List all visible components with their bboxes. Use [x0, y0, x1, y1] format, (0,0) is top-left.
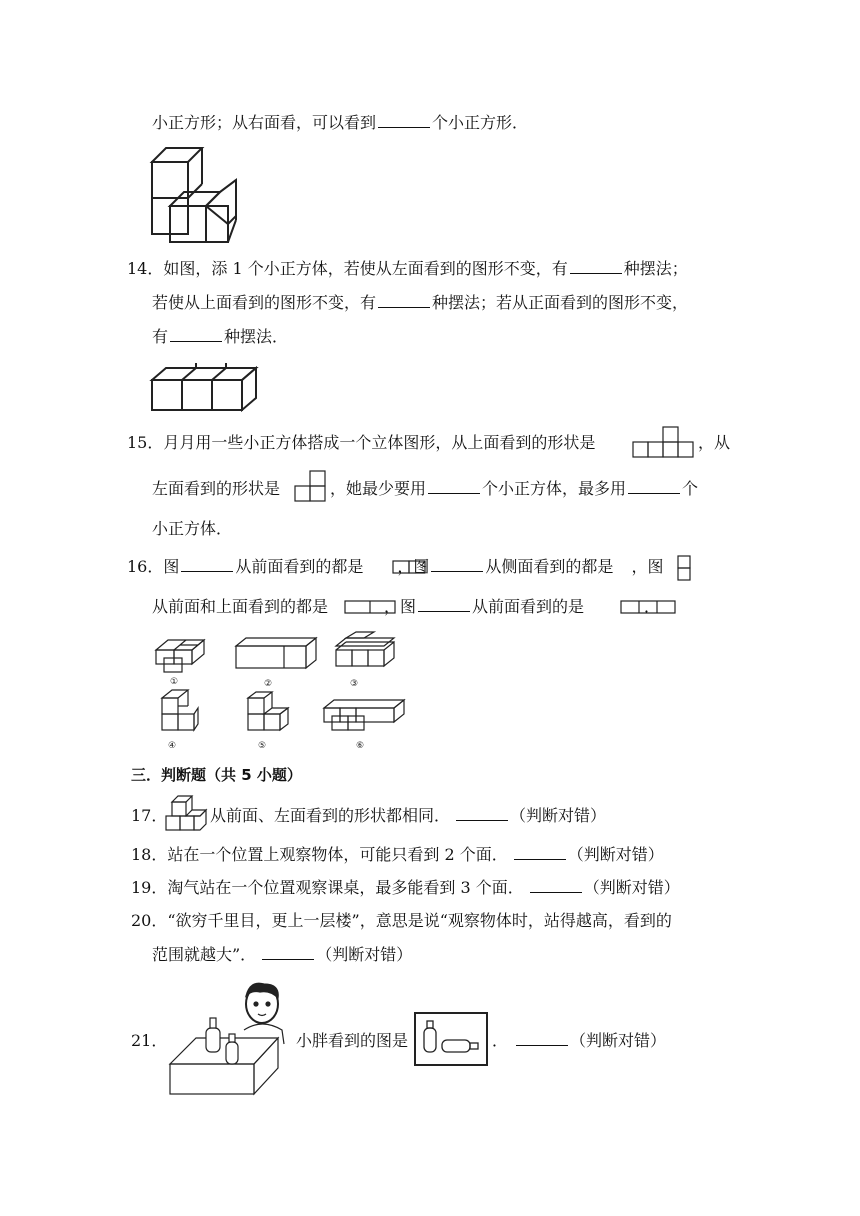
q21-view-picture [414, 1012, 488, 1066]
q21-number-line [131, 1030, 167, 1052]
q14-line-1 [127, 258, 688, 280]
q16-caption-2: ② [264, 679, 273, 689]
q15-text: ，从 [698, 433, 731, 452]
q16-number: 16． [127, 557, 164, 576]
q15-text: 个小正方体，最多用 [482, 479, 627, 498]
q15-top-view-icon [632, 426, 694, 460]
q21-view-bottles [424, 1021, 478, 1052]
q14-cube-figure [148, 362, 258, 414]
q16-front-top-view-icon [344, 600, 398, 614]
q17-text-line [210, 805, 606, 827]
q16-fig-2 [236, 638, 316, 668]
q19-tail: （判断对错） [583, 878, 680, 897]
q19-text: 淘气站在一个位置观察课桌，最多能看到 3 个面． [167, 878, 524, 897]
q15-text: 左面看到的形状是 [152, 479, 281, 498]
q16-blank-2[interactable] [431, 557, 483, 572]
q16-text: 从前面看到的都是 [235, 557, 364, 576]
q16-blank-1[interactable] [181, 557, 233, 572]
q16-front-view-two-squares-icon [392, 560, 428, 574]
q16-text: 从前面看到的是 [472, 597, 585, 616]
q21-text: ． [492, 1031, 509, 1050]
boy-figure [244, 983, 284, 1044]
q20-blank[interactable] [262, 945, 314, 960]
q15-number: 15． [127, 433, 164, 452]
q21-tail: （判断对错） [570, 1031, 667, 1050]
q14-text: 若使从上面看到的图形不变，有 [152, 293, 377, 312]
q14-blank-1[interactable] [570, 259, 622, 274]
q15-line-1 [127, 432, 595, 454]
q16-text: 从前面和上面看到的都是 [152, 597, 329, 616]
q16-caption-1: ① [170, 677, 179, 687]
q16-caption-4: ④ [168, 741, 177, 751]
q16-fig-6 [324, 700, 404, 730]
q17-blank[interactable] [456, 806, 508, 821]
q16-figures [150, 632, 410, 750]
q20-text: 范围就越大”． [152, 945, 257, 964]
q16-text: 图 [163, 557, 180, 576]
q13-cubes [152, 148, 236, 242]
q14-line-2 [152, 292, 688, 314]
q16-caption-5: ⑤ [258, 741, 267, 751]
q13-text-a: 小正方形；从右面看，可以看到 [152, 113, 377, 132]
q14-text: 种摆法；若从正面看到的图形不变， [432, 293, 689, 312]
q15-line-2-tail [330, 478, 698, 500]
q21-text-line [296, 1030, 408, 1052]
q14-text: 种摆法． [224, 327, 289, 346]
q16-text: 从侧面看到的都是 [485, 557, 614, 576]
q15-line-1-tail [698, 432, 730, 454]
q17-cube-figure [162, 794, 208, 834]
q13-line [152, 112, 528, 134]
q16-caption-6: ⑥ [356, 741, 365, 751]
q16-caption-3: ③ [350, 679, 359, 689]
q15-left-view-icon [294, 470, 328, 504]
q14-text: 种摆法； [623, 259, 688, 278]
q14-text: 如图，添 1 个小正方体，若使从左面看到的图形不变，有 [163, 259, 568, 278]
q21-blank[interactable] [516, 1031, 568, 1046]
q17-text: 从前面、左面看到的形状都相同． [210, 806, 451, 825]
q14-text: 有 [152, 327, 169, 346]
q21-tail-line [492, 1030, 666, 1052]
q16-fig-1 [156, 640, 204, 672]
q14-blank-3[interactable] [170, 327, 222, 342]
q15-text: 个 [682, 479, 699, 498]
q13-cube-figure [148, 144, 243, 244]
q20-tail: （判断对错） [316, 945, 413, 964]
q20-text: “欲穷千里目，更上一层楼”，意思是说“观察物体时，站得越高，看到的 [167, 911, 672, 930]
q18-blank[interactable] [514, 845, 566, 860]
q16-fig-5 [248, 692, 288, 730]
q16-side-view-icon [677, 555, 691, 583]
q18-tail: （判断对错） [567, 845, 664, 864]
q13-answer-blank[interactable] [378, 113, 430, 128]
q14-blank-2[interactable] [378, 293, 430, 308]
q16-fig-3 [336, 632, 394, 666]
q15-blank-min[interactable] [428, 479, 480, 494]
q18-number: 18． [131, 845, 168, 864]
q16-text: ． [644, 597, 661, 616]
q19-number: 19． [131, 878, 168, 897]
q17-tail: （判断对错） [510, 806, 607, 825]
q16-fig-4 [162, 690, 198, 730]
q16-front-view-three-squares-icon [620, 600, 678, 614]
q16-line-2 [152, 596, 660, 618]
q16-text: ，图 [631, 557, 664, 576]
q15-text: 小正方体． [152, 519, 233, 538]
q20-line-1 [131, 910, 672, 932]
q15-text: 月月用一些小正方体搭成一个立体图形，从上面看到的形状是 [163, 433, 596, 452]
section-3-heading: 三．判断题（共 5 小题） [131, 766, 302, 784]
q20-line-2 [152, 944, 412, 966]
q15-line-2 [152, 478, 280, 500]
q16-text: ，图 [384, 597, 417, 616]
q16-blank-3[interactable] [418, 597, 470, 612]
q15-text: ，她最少要用 [330, 479, 427, 498]
q21-number: 21． [131, 1031, 168, 1050]
q18-line [131, 844, 664, 866]
q19-line [131, 877, 680, 899]
q19-blank[interactable] [530, 878, 582, 893]
q14-line-3 [152, 326, 288, 348]
q21-text: 小胖看到的图是 [296, 1031, 409, 1050]
q20-number: 20． [131, 911, 168, 930]
table-figure [170, 1038, 278, 1094]
bottles-figure [206, 1018, 238, 1064]
q14-number: 14． [127, 259, 164, 278]
q18-text: 站在一个位置上观察物体，可能只看到 2 个面． [167, 845, 508, 864]
q17-number: 17． [131, 806, 168, 825]
q15-line-3 [152, 518, 232, 540]
q13-text-b: 个小正方形． [432, 113, 529, 132]
q21-scene-illustration [166, 982, 296, 1098]
q16-text: ，图 [397, 557, 430, 576]
q15-blank-max[interactable] [628, 479, 680, 494]
